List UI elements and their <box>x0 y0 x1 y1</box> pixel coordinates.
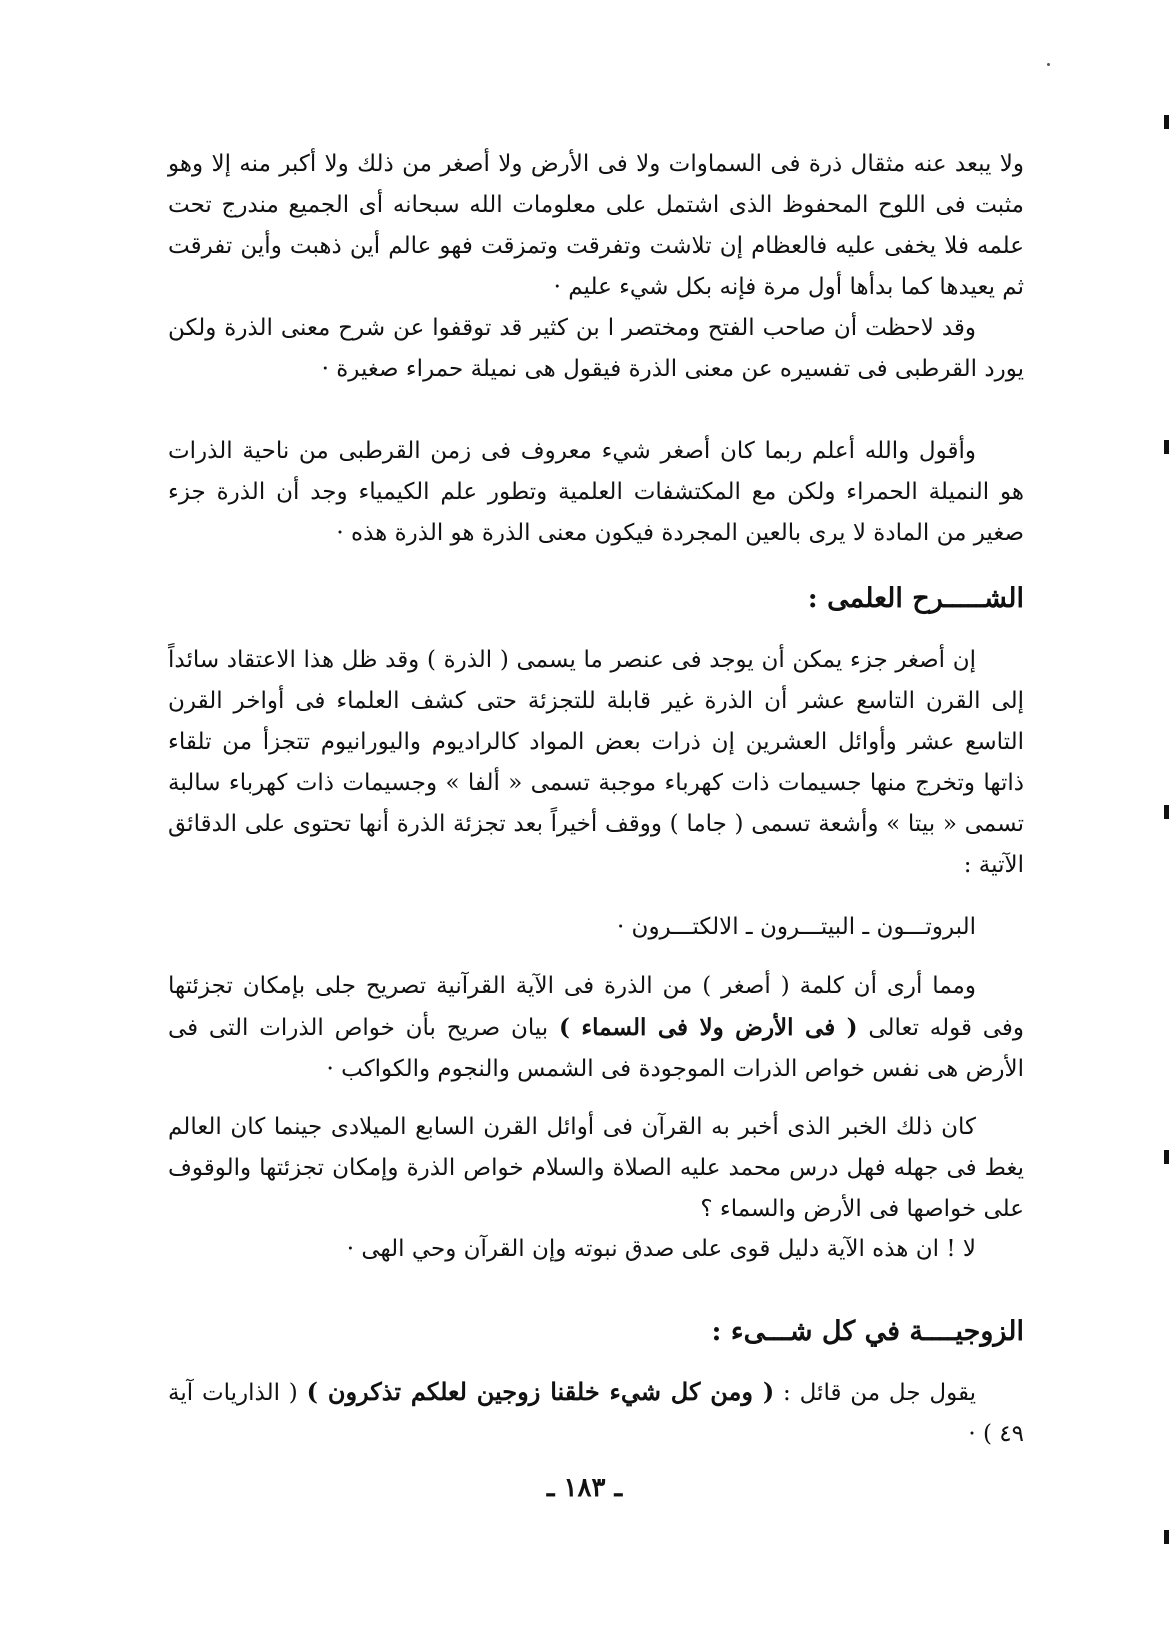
scan-edge-mark <box>1164 440 1169 454</box>
scan-edge-mark <box>1164 1530 1169 1544</box>
quran-text-post: بيان صريح بأن خواص الذرات التى فى الأرض هى نفس خواص الذرات الموجودة فى الشمس والنجوم والكواكب · <box>168 1015 1024 1082</box>
scan-edge-mark <box>1164 115 1169 129</box>
final-verse-highlight: ( ومن كل شيء خلقنا زوجين لعلكم تذكرون ) <box>306 1377 775 1406</box>
scan-edge-mark <box>1164 805 1169 819</box>
paragraph-atom-structure: إن أصغر جزء يمكن أن يوجد فى عنصر ما يسمى ( الذرة ) وقد ظل هذا الاعتقاد سائداً إلى القرن التاسع عشر أن الذرة غير قابلة للتجزئة حتى كشف العلماء فى أواخر القرن التاسع عشر وأوائل العشرين إن ذرات بعض المواد كالراديوم واليورانيوم تتجزأ من تلقاء ذاتها وتخرج منها جسيمات ذات كهرباء موجبة تسمى « ألفا » وجسيمات ذات كهرباء سالبة تسمى « بيتا » وأشعة تسمى ( جاما ) ووقف أخيراً بعد تجزئة الذرة أنها تحتوى على الدقائق الآتية : <box>168 647 1024 878</box>
scan-speck <box>1047 63 1050 66</box>
heading-pairs-in-everything: الزوجيــــة في كل شـــىء : <box>711 1316 1024 1347</box>
page-number: ـ ١٨٣ ـ <box>546 1473 623 1503</box>
paragraph-proof: لا ! ان هذه الآية دليل قوى على صدق نبوته وإن القرآن وحي الهى · <box>346 1236 976 1262</box>
paragraph-author-opinion: وأقول والله أعلم ربما كان أصغر شيء معروف فى زمن القرطبى من ناحية الذرات هو النميلة الحمراء ولكن مع المكتشفات العلمية وتطور علم الكيمياء وجد أن الذرة جزء صغير من المادة لا يرى بالعين المجردة فيكون معنى الذرة هو الذرة هذه · <box>168 438 1024 546</box>
final-text-pre: يقول جل من قائل : <box>783 1380 977 1406</box>
particles-list: البروتـــون ـ البيتـــرون ـ الالكتـــرون · <box>616 914 976 940</box>
paragraph-tafsir-note: وقد لاحظت أن صاحب الفتح ومختصر ا بن كثير قد توقفوا عن شرح معنى الذرة ولكن يورد القرطبى فى تفسيره عن معنى الذرة فيقول هى نميلة حمراء صغيرة · <box>168 315 1024 382</box>
heading-scientific-explanation: الشـــــرح العلمى : <box>807 583 1024 614</box>
quran-text-pre: ومما أرى أن كلمة ( أصغر ) من الذرة فى الآية القرآنية تصريح جلى بإمكان تجزئتها وفى قوله تعالى <box>168 973 1025 1041</box>
paragraph-seventh-century: كان ذلك الخبر الذى أخبر به القرآن فى أوائل القرن السابع الميلادى جينما كان العالم يغط فى جهله فهل درس محمد عليه الصلاة والسلام خواص الذرة وإمكان تجزئتها والوقوف على خواصها فى الأرض والسماء ؟ <box>168 1114 1025 1222</box>
final-verse-citation: ( الذاريات آية ٤٩ ) · <box>168 1380 1024 1447</box>
paragraph-final-verse <box>168 1371 1024 1455</box>
quran-verse-highlight: ( فى الأرض ولا فى السماء ) <box>558 1014 858 1041</box>
paragraph-atom-weight: ولا يبعد عنه مثقال ذرة فى السماوات ولا فى الأرض ولا أصغر من ذلك ولا أكبر منه إلا وهو مثبت فى اللوح المحفوظ الذى اشتمل على معلومات الله سبحانه أى الجميع مندرج تحت علمه فلا يخفى عليه فالعظام إن تلاشت وتفرقت وتمزقت فهو عالم أين ذهبت وأين تفرقت ثم يعيدها كما بدأها أول مرة فإنه بكل شيء عليم · <box>168 151 1024 300</box>
scan-edge-mark <box>1164 1150 1169 1164</box>
paragraph-quran-verse <box>168 966 1024 1090</box>
